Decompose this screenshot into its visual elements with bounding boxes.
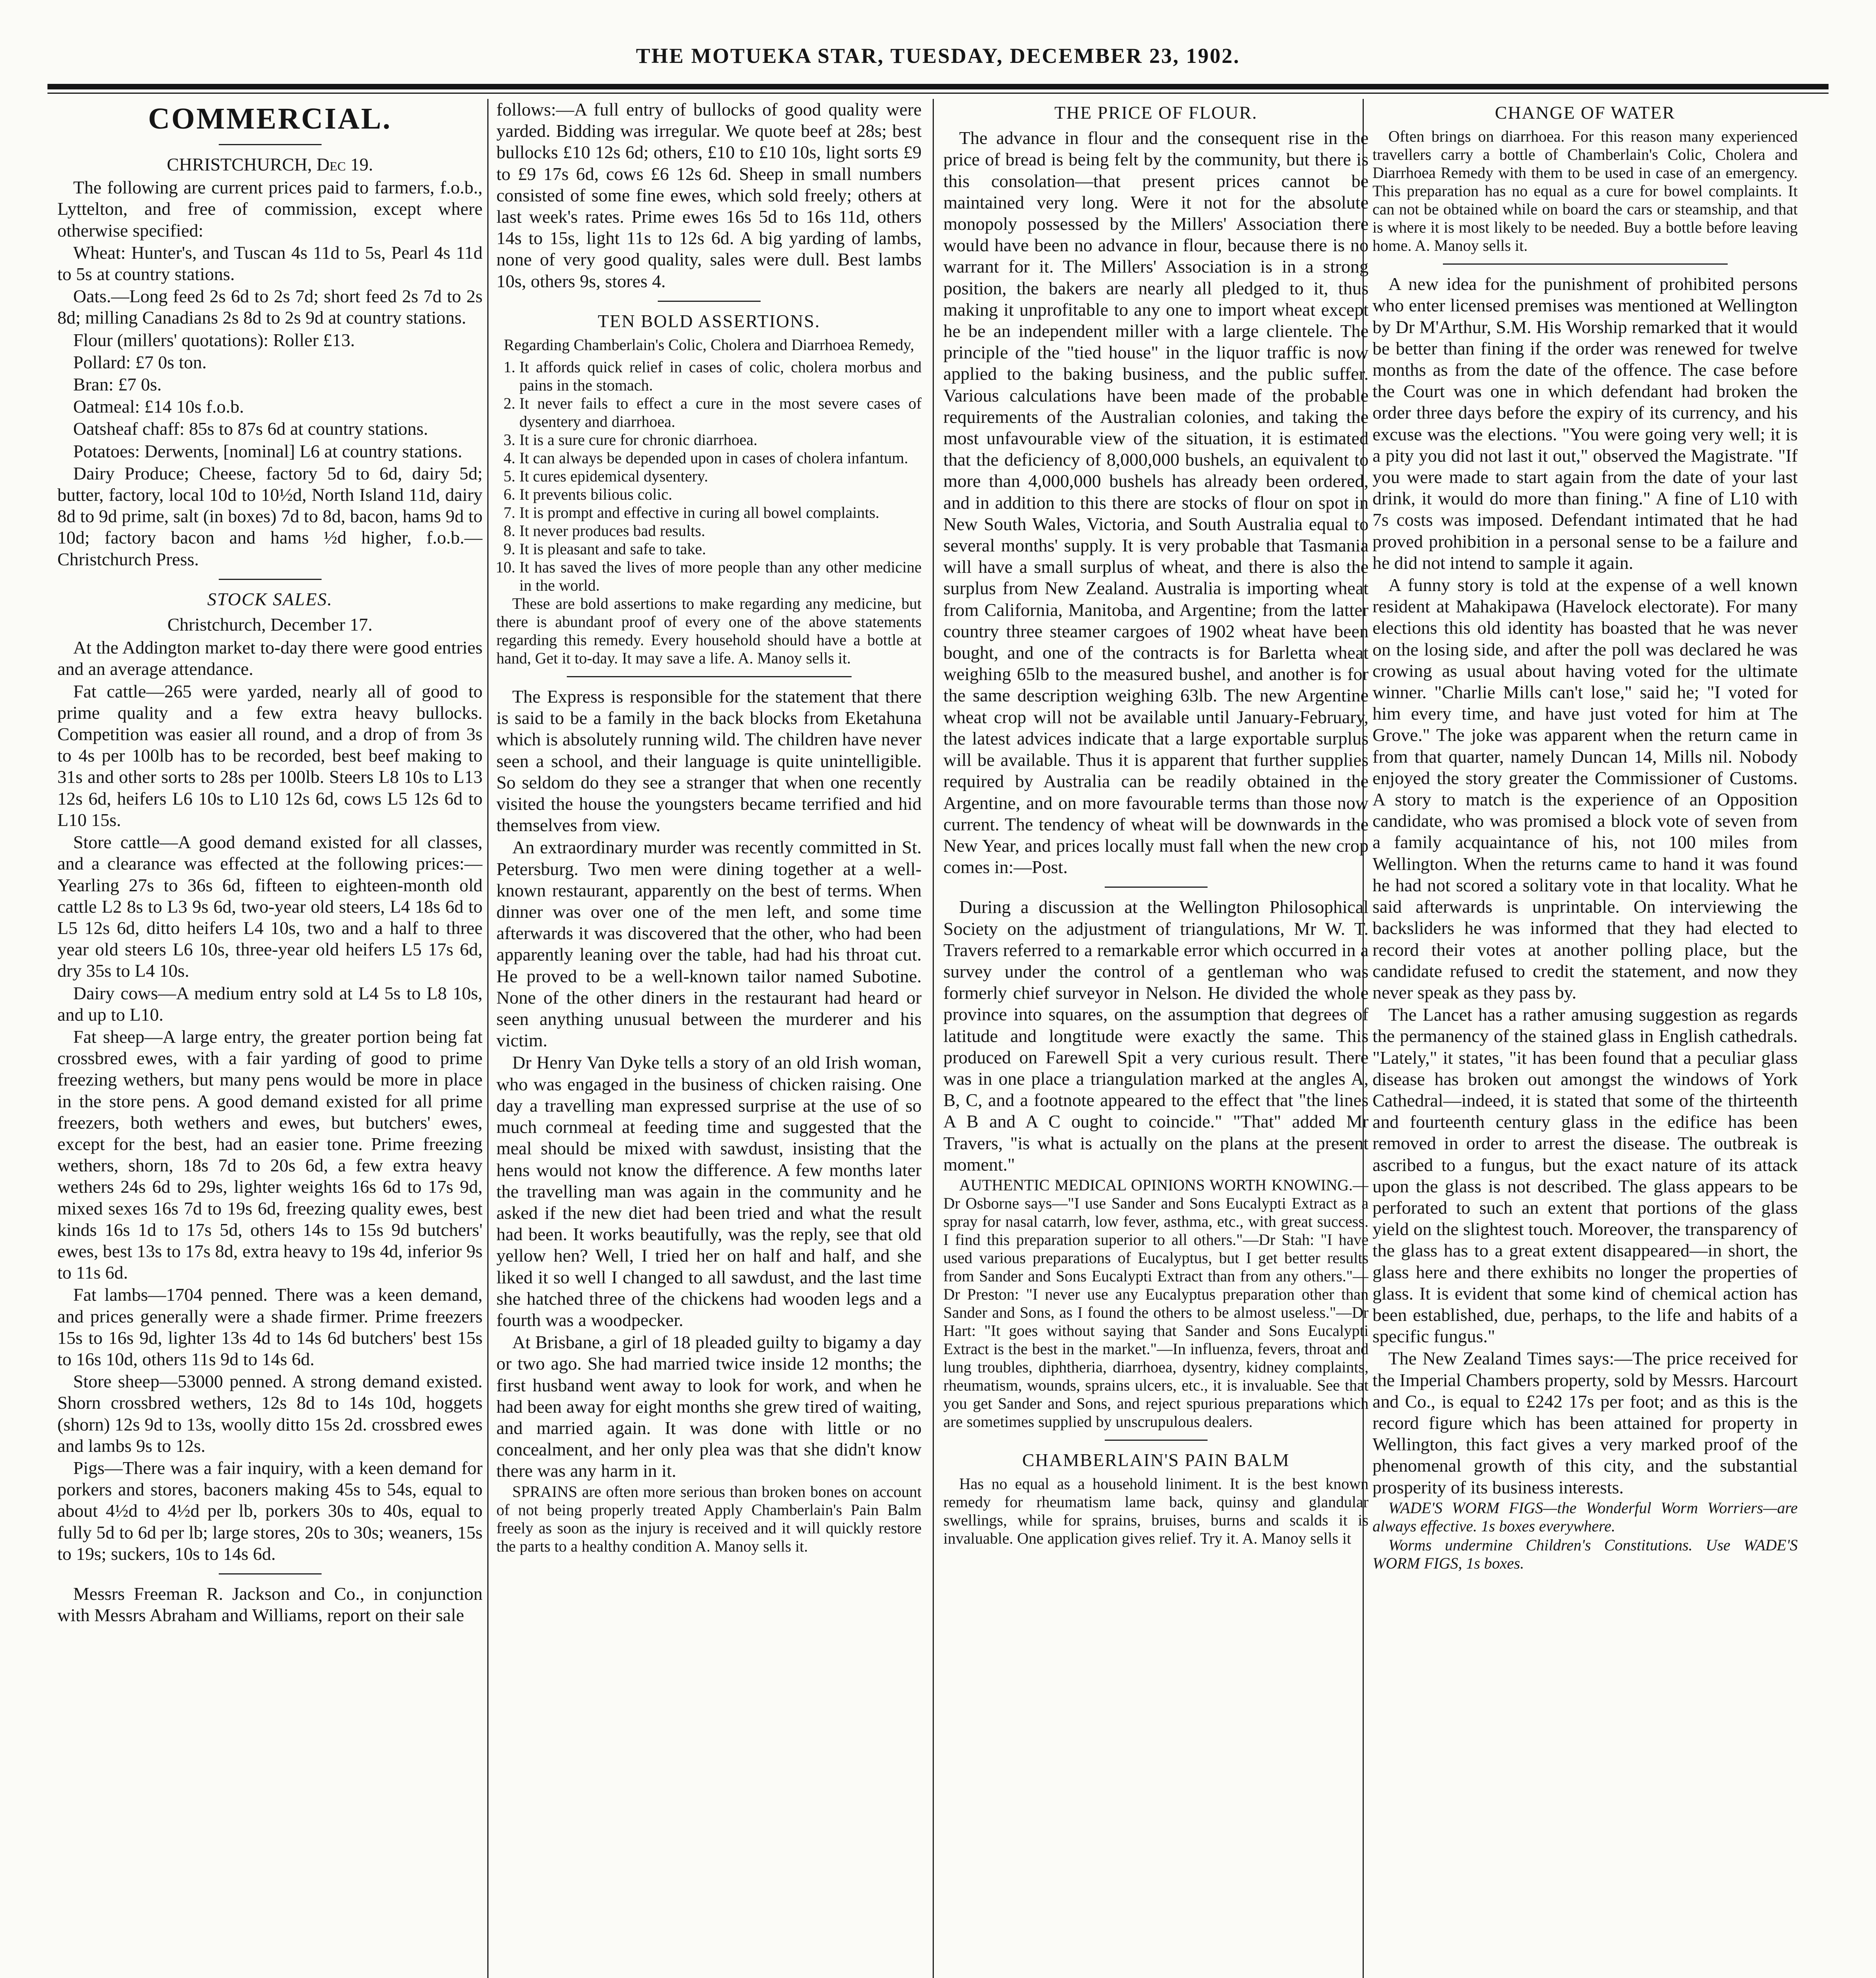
column-4 <box>1372 99 1798 1978</box>
list-item: 8. It never produces bad results. <box>519 522 922 540</box>
medical-text: —Dr Osborne says—"I use Sander and Sons Eucalypti Extract as a spray for nasal catarrh, low fever, asthma, etc., with great success. I find this preparation superior to all others."—Dr Stah: "I have used various preparations of Eucalyptus, but I get better results from Sander and Sons Eucalypti Extract than from any others."—Dr Preston: "I never use any Eucalyptus preparation other than Sander and Sons, as I found the others to be almost useless."—Dr Hart: "It goes without saying that Sander and Sons Eucalypti Extract is the best in the market."—In influenza, fevers, throat and lung troubles, diphtheria, diarrhoea, dysentry, kidney complaints, rheumatism, wounds, sprains ulcers, etc., it is invaluable. See that you get Sander and Sons, and reject spurious preparations which are sometimes supplied by unscrupulous dealers. <box>943 1176 1369 1430</box>
paragraph: A funny story is told at the expense of a well known resident at Mahakipawa (Havelock electorate). For many elections this old identity has boasted that he was never on the losing side, and after the poll was declared he was crowing as usual about having voted for the ultimate winner. "Charlie Mills can't lose," said he; "I voted for him every time, and have just voted for him at The Grove." The joke was apparent when the return came in from that quarter, namely Duncan 14, Mills nil. Nobody enjoyed the story greater the Commissioner of Customs. A story to match is the experience of an Opposition candidate, who was promised a block vote of seven from a family acquaintance of his, not 100 miles from Wellington. When the returns came to hand it was found he had not scored a solitary vote in that locality. What he said afterwards is unprintable. On interviewing the backsliders he was informed that they had elected to record their votes at another polling place, but the candidate refused to credit the statement, and now they never speak as they pass by. <box>1372 575 1798 1002</box>
section-rule <box>1105 887 1208 888</box>
list-item: 7. It is prompt and effective in curing all bowel complaints. <box>519 504 922 522</box>
paragraph: At Brisbane, a girl of 18 pleaded guilty to bigamy a day or two ago. She had married twice inside 12 months; the first husband went away to look for work, and when he had been away for eight months she grew tired of waiting, and married again. It was done with little or no concealment, and her only plea was that she didn't know there was any harm in it. <box>496 1332 922 1481</box>
paragraph: Dairy Produce; Cheese, factory 5d to 6d, dairy 5d; butter, factory, local 10d to 10½d, North Island 11d, dairy 8d to 9d prime, salt (in boxes) 7d to 8d, bacon, hams 9d to 10d; factory bacon and hams ½d higher, f.o.b.—Christchurch Press. <box>57 463 483 569</box>
medical-lead: AUTHENTIC MEDICAL OPINIONS WORTH KNOWING. <box>959 1176 1353 1194</box>
column-2 <box>496 99 922 1978</box>
list-item: 4. It can always be depended upon in cases of cholera infantum. <box>519 449 922 467</box>
commercial-dateline: CHRISTCHURCH, Dec 19. <box>167 154 373 174</box>
paragraph: follows:—A full entry of bullocks of good quality were yarded. Bidding was irregular. We quote beef at 28s; best bullocks £10 12s 6d; others, £10 to £10 10s, light sorts £9 to £9 17s 6d, cows £6 12s 6d. Sheep in small numbers consisted of some fine ewes, which sold freely; others at last week's rates. Prime ewes 16s 5d to 16s 11d, others 14s to 15s, light 11s to 12s 6d. A big yarding of lambs, none of very good quality, sales were dull. Best lambs 10s, others 9s, stores 4. <box>496 99 922 291</box>
list-item: 6. It prevents bilious colic. <box>519 485 922 504</box>
section-rule <box>219 579 322 580</box>
masthead: THE MOTUEKA STAR, TUESDAY, DECEMBER 23, 1902. <box>636 44 1240 68</box>
paragraph: Oatmeal: £14 10s f.o.b. <box>73 396 244 417</box>
paragraph: Store sheep—53000 penned. A strong demand existed. Shorn crossbred wethers, 12s 8d to 14s 10d, hoggets (shorn) 12s 9d to 13s, woolly ditto 15s 2d. crossbred ewes and lambs 9s to 12s. <box>57 1371 483 1456</box>
stock-sales-dateline: Christchurch, December 17. <box>167 614 373 635</box>
section-rule <box>1443 263 1728 265</box>
paragraph: Bran: £7 0s. <box>73 374 162 395</box>
paragraph: Wheat: Hunter's, and Tuscan 4s 11d to 5s, Pearl 4s 11d to 5s at country stations. <box>57 242 483 284</box>
paragraph: The following are current prices paid to farmers, f.o.b., Lyttelton, and free of commission, except where otherwise specified: <box>57 177 483 241</box>
assertions-heading: TEN BOLD ASSERTIONS. <box>598 311 820 331</box>
wades-worm-figs-ad: WADE'S WORM FIGS—the Wonderful Worm Worriers—are always effective. 1s boxes everywhere. <box>1372 1499 1798 1535</box>
paragraph: An extraordinary murder was recently committed in St. Petersburg. Two men were dining together at a well-known restaurant, apparently on the best of terms. When dinner was over one of the men left, and some time afterwards it was discovered that the other, who had been apparently leaning over the table, had had his throat cut. He proved to be a well-known tailor named Subotine. None of the other diners in the restaurant had heard or seen anything unusual between the murderer and his victim. <box>496 837 922 1051</box>
section-rule <box>567 676 852 677</box>
assertions-intro: Regarding Chamberlain's Colic, Cholera and Diarrhoea Remedy, <box>504 336 914 354</box>
paragraph: A new idea for the punishment of prohibited persons who enter licensed premises was mentioned at Wellington by Dr M'Arthur, S.M. His Worship remarked that it would be better than fining if the order was renewed for twelve months as from the date of the offence. The case before the Court was one in which defendant had broken the order three days before the expiry of its currency, and his excuse was the elections. "You were going very well; it is a pity you did not last it out," observed the Magistrate. "If you were made to start again from the date of your last drink, it would do more than fining." A fine of L10 with 7s costs was imposed. Defendant intimated that he had proved prohibition in a personal sense to be a failure and he did not intend to sample it again. <box>1372 274 1798 573</box>
paragraph: Fat sheep—A large entry, the greater portion being fat crossbred ewes, with a fair yarding of good to prime freezing wethers, but many pens would be more in place in the store pens. A good demand existed for all prime freezers, both wethers and ewes, but butchers' ewes, except for the best, had an easier tone. Prime freezing wethers, shorn, 18s 7d to 20s 6d, a few extra heavy wethers 24s 6d to 29s, lighter weights 16s 6d to 17s 9d, mixed sexes 16s 7d to 19s 6d, freezing quality ewes, best kinds 16s 1d to 17s 5d, others 14s to 15s 9d butchers' ewes, best 13s to 17s 8d, extra heavy to 19s 4d, inferior 9s to 11s 6d. <box>57 1026 483 1283</box>
paragraph: Oats.—Long feed 2s 6d to 2s 7d; short feed 2s 7d to 2s 8d; milling Canadians 2s 8d to 2s 9d at country stations. <box>57 286 483 328</box>
list-item: 1. It affords quick relief in cases of colic, cholera morbus and pains in the stomach. <box>519 358 922 394</box>
change-of-water-heading: CHANGE OF WATER <box>1495 102 1675 123</box>
paragraph: Dr Henry Van Dyke tells a story of an old Irish woman, who was engaged in the business of chicken raising. One day a travelling man expressed surprise at the use of so much cornmeal at feeding time and suggested that the meal should be mixed with sawdust, insisting that the hens would not know the difference. A few months later the travelling man was again in the community and he asked if the new diet had been tried and what the result had been. It works beautifully, was the reply, see that old yellow hen? Well, I tried her on half and half, and she liked it so well I changed to all sawdust, and the last time she hatched three of the chickens had wooden legs and a fourth was a woodpecker. <box>496 1052 922 1330</box>
paragraph <box>943 1176 1369 1431</box>
list-item: 9. It is pleasant and safe to take. <box>519 540 922 558</box>
masthead-rule-thin <box>47 93 1829 94</box>
section-rule <box>1105 1440 1208 1441</box>
wades-worm-figs-ad-2: Worms undermine Children's Constitutions. Use WADE'S WORM FIGS, 1s boxes. <box>1372 1536 1798 1572</box>
column-divider <box>487 99 488 1978</box>
paragraph: Pollard: £7 0s ton. <box>73 352 207 372</box>
paragraph: The Lancet has a rather amusing suggestion as regards the permanency of the stained glass in English cathedrals. "Lately," it states, "it has been found that a peculiar glass disease has broken out amongst the windows of York Cathedral—indeed, it is stated that some of the thirteenth and fourteenth century glass in the edifice has been removed in order to arrest the disease. The outbreak is ascribed to a fungus, but the exact nature of its attack upon the glass is not described. The glass appears to be perforated to such an extent that portions of the glass yield on the slightest touch. Moreover, the transparency of the glass has to a great extent disappeared—in short, the glass here and there exhibits no longer the properties of glass. It is evident that some kind of chemical action has been established, due, perhaps, to the life and habits of a specific fungus." <box>1372 1004 1798 1347</box>
column-divider <box>933 99 934 1978</box>
paragraph: The advance in flour and the consequent rise in the price of bread is being felt by the community, but there is this consolation—that present prices cannot be maintained very long. Were it not for the absolute monopoly possessed by the Millers' Association there would have been no advance in flour, because there is no warrant for it. The Millers' Association is in a strong position, the bakers are nearly all pledged to it, thus making it unprofitable to any one to import wheat except he be an independent miller with a large clientele. The principle of the "tied house" in the liquor traffic is now applied to the baking business, and the public suffer. Various calculations have been made of the probable requirements of the Australian colonies, and taking the most unfavourable view of the situation, it is estimated that the deficiency of 8,000,000 bushels, an equivalent to more than 4,000,000 bushels has already been ordered, and in addition to this there are stocks of flour on spot in New South Wales, Victoria, and South Australia equal to several months' supply. It is very probable that Tasmania will have a small surplus of wheat, and there is also the surplus from New Zealand. Australia is importing wheat from California, Manitoba, and Argentine; from the latter country three steamer cargoes of 1902 wheat have been bought, and one of the contracts is for Barletta wheat weighing 65lb to the measured bushel, and another is for the same description weighing 63lb. The new Argentine wheat crop will not be available until January-February, the latest advices indicate that a large exportable surplus will be available. Thus it is apparent that further supplies required by Australia can be readily obtained in the Argentine, and on more favourable terms than those now current. The tendency of wheat will be downwards in the New Year, and prices locally must fall when the new crop comes in:—Post. <box>943 128 1369 877</box>
list-item: 2. It never fails to effect a cure in the most severe cases of dysentery and diarrhoea. <box>519 394 922 431</box>
paragraph: The New Zealand Times says:—The price received for the Imperial Chambers property, sold by Messrs. Harcourt and Co., is equal to £242 17s per foot; and as this is the record figure which has been attained for property in Wellington, this fact gives a very marked proof of the phenomenal growth of this city, and the substantial prosperity of its business interests. <box>1372 1348 1798 1497</box>
stock-sales-heading: STOCK SALES. <box>207 589 333 609</box>
paragraph: Often brings on diarrhoea. For this reason many experienced travellers carry a bottle of Chamberlain's Colic, Cholera and Diarrhoea Remedy with them to be used in case of an emergency. This preparation has no equal as a cure for bowel complaints. It can not be obtained while on board the cars or steamship, and that is where it is most likely to be needed. Buy a bottle before leaving home. A. Manoy sells it. <box>1372 127 1798 255</box>
pain-balm-heading: CHAMBERLAIN'S PAIN BALM <box>1022 1449 1290 1470</box>
paragraph: Store cattle—A good demand existed for all classes, and a clearance was effected at the following prices:—Yearling 27s to 36s 6d, fifteen to eighteen-month old cattle L2 8s to L3 9s 6d, two-year old steers, L4 18s 6d to L5 12s 6d, ditto heifers L4 10s, two and a half to three year old steers L6 10s, three-year old heifers L5 17s 6d, dry 35s to L4 10s. <box>57 832 483 981</box>
section-rule <box>219 144 322 145</box>
paragraph: Oatsheaf chaff: 85s to 87s 6d at country stations. <box>73 419 428 439</box>
commercial-heading: COMMERCIAL. <box>148 102 392 135</box>
paragraph: Flour (millers' quotations): Roller £13. <box>73 330 355 350</box>
paragraph: Dairy cows—A medium entry sold at L4 5s to L8 10s, and up to L10. <box>57 983 483 1025</box>
paragraph: During a discussion at the Wellington Philosophical Society on the adjustment of triangulations, Mr W. T. Travers referred to a remarkable error which occurred in a survey under the control of a gentleman who was formerly chief surveyor in Nelson. He divided the whole province into squares, on the assumption that degrees of latitude and longtitude were exactly the same. This produced on Farewell Spit a very curious result. There was in one place a triangulation marked at the angles A, B, C, and a footnote appeared to the effect that "the lines A B and A C ought to coincide." "That" added Mr Travers, "is what is actually on the plans at the present moment." <box>943 897 1369 1175</box>
column-1 <box>57 99 483 1978</box>
assertions-list <box>496 358 922 595</box>
paragraph: These are bold assertions to make regarding any medicine, but there is abundant proof of every one of the above statements regarding this remedy. Every household should have a bottle at hand, Get it to-day. It may save a life. A. Manoy sells it. <box>496 595 922 667</box>
paragraph: The Express is responsible for the statement that there is said to be a family in the back blocks from Eketahuna which is absolutely running wild. The children have never seen a school, and their language is quite unintelligible. So seldom do they see a stranger that when one recently visited the house the youngsters became terrified and hid themselves from view. <box>496 686 922 836</box>
list-item: 3. It is a sure cure for chronic diarrhoea. <box>519 431 922 449</box>
paragraph: Potatoes: Derwents, [nominal] L6 at country stations. <box>73 441 462 461</box>
paragraph: Has no equal as a household liniment. It is the best known remedy for rheumatism lame back, quinsy and glandular swellings, while for sprains, bruises, burns and scalds it is invaluable. One application gives relief. Try it. A. Manoy sells it <box>943 1475 1369 1548</box>
paragraph: At the Addington market to-day there were good entries and an average attendance. <box>57 637 483 679</box>
paragraph: SPRAINS are often more serious than broken bones on account of not being properly treated Apply Chamberlain's Pain Balm freely as soon as the injury is received and it will quickly restore the parts to a healthy condition A. Manoy sells it. <box>496 1482 922 1555</box>
section-rule <box>219 1573 322 1574</box>
section-rule <box>658 301 761 302</box>
flour-heading: THE PRICE OF FLOUR. <box>1054 102 1258 123</box>
column-3 <box>943 99 1369 1978</box>
paragraph: Messrs Freeman R. Jackson and Co., in conjunction with Messrs Abraham and Williams, report on their sale <box>57 1584 483 1626</box>
paragraph: Fat cattle—265 were yarded, nearly all of good to prime quality and a few extra heavy bullocks. Competition was easier all round, and a drop of from 3s to 4s per 100lb has to be recorded, best beef making to 31s and other sorts to 28s per 100lb. Steers L8 10s to L13 12s 6d, heifers L6 10s to L10 12s 6d, cows L5 12s 6d to L10 15s. <box>57 681 483 830</box>
paragraph: Fat lambs—1704 penned. There was a keen demand, and prices generally were a shade firmer. Prime freezers 15s to 16s 9d, lighter 13s 4d to 14s 6d butchers' best 15s to 16s 10d, others 11s 9d to 14s 6d. <box>57 1285 483 1369</box>
paragraph: Pigs—There was a fair inquiry, with a keen demand for porkers and stores, baconers making 45s to 54s, equal to about 4½d to 4½d per lb, porkers 30s to 40s, equal to fully 5d to 6d per lb; large stores, 20s to 30s; weaners, 15s to 19s; suckers, 10s to 14s 6d. <box>57 1457 483 1564</box>
masthead-rule <box>47 84 1829 89</box>
list-item: 10. It has saved the lives of more people than any other medicine in the world. <box>519 558 922 595</box>
list-item: 5. It cures epidemical dysentery. <box>519 467 922 485</box>
